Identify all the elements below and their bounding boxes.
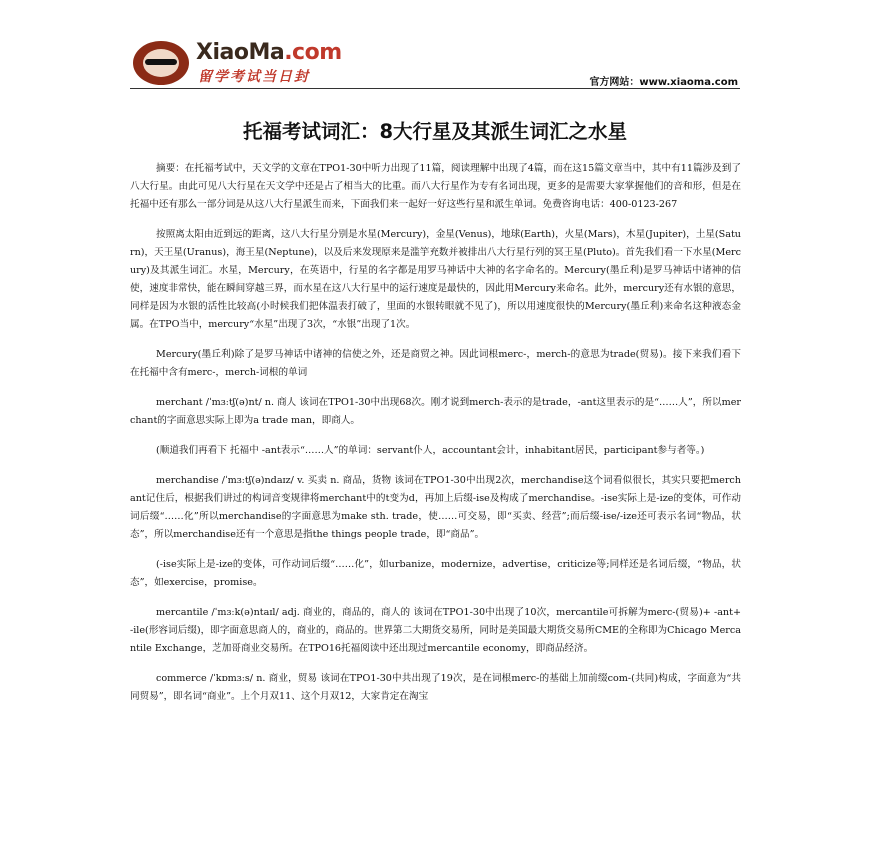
paragraph-mercantile: mercantile /ˈmɜːk(ə)ntaɪl/ adj. 商业的，商品的，商人的 该词在TPO1-30中出现了10次，mercantile可拆解为merc-(贸易)+ -ant+ -ile(形容词后缀)，即字面意思商人的，商业的，商品的。世界第二大期货交易所，同时是美国最大期货交易所CME的全称即为Chicago Mercantile Exchange，芝加哥商业交易所。在TPO16托福阅读中还出现过mercantile economy，即商品经济。: [130, 607, 741, 654]
paragraph-ise-note: (-ise实际上是-ize的变体，可作动词后缀“……化”，如urbanize，modernize，advertise，criticize等;同样还是名词后缀，“物品，状态”，如exercise，promise。: [130, 559, 741, 588]
page-header: [0, 0, 870, 92]
paragraph-mercury-root: Mercury(墨丘利)除了是罗马神话中诸神的信使之外，还是商贸之神。因此词根merc-，merch-的意思为trade(贸易)。接下来我们看下在托福中含有merc-，merch-词根的单词: [130, 349, 741, 378]
brand-left: XiaoMa: [196, 40, 285, 65]
paragraph-planets: 按照离太阳由近到远的距离，这八大行星分别是水星(Mercury)，金星(Venus)，地球(Earth)，火星(Mars)，木星(Jupiter)，土星(Saturn)，天王星(Uranus)，海王星(Neptune)，以及后来发现原来是滥竽充数并被排出八大行星行列的冥王星(Pluto)。首先我们看一下水星(Mercury)及其派生词汇。水星，Mercury，在英语中，行星的名字都是用罗马神话中大神的名字命名的。Mercury(墨丘利)是罗马神话中诸神的信使，速度非常快，能在瞬间穿越三界，而水星在这八大行星中的运行速度是最快的，因此用Mercury来命名。此外，mercury还有水银的意思，同样是因为水银的活性比较高(小时候我们把体温表打破了，里面的水银转眼就不见了)，所以用速度很快的Mercury(墨丘利)来命名这种液态金属。在TPO当中，mercury“水星”出现了3次，“水银”出现了1次。: [130, 229, 741, 330]
document-body: [130, 160, 741, 706]
paragraph-merchant: merchant /ˈmɜːtʃ(ə)nt/ n. 商人 该词在TPO1-30中出现68次。刚才说到merch-表示的是trade，-ant这里表示的是“……人”，所以merchant的字面意思实际上即为a trade man，即商人。: [130, 397, 741, 426]
paragraph-commerce: commerce /ˈkɒmɜːs/ n. 商业，贸易 该词在TPO1-30中共出现了19次，是在词根merc-的基础上加前缀com-(共同)构成，字面意为“共同贸易”，即名词“商业”。上个月双11、这个月双12，大家肯定在淘宝: [130, 673, 741, 702]
document-title: 托福考试词汇：8大行星及其派生词汇之水星: [242, 120, 628, 143]
logo-sunglasses: [145, 59, 177, 65]
paragraph-merchandise: merchandise /ˈmɜːtʃ(ə)ndaɪz/ v. 买卖 n. 商品，货物 该词在TPO1-30中出现2次，merchandise这个词看似很长，其实只要把merchant记住后，根据我们讲过的构词音变规律将merchant中的t变为d，再加上后缀-ise及构成了merchandise。-ise实际上是-ize的变体，可作动词后缀“……化”所以merchandise的字面意思为make sth. trade，使……可交易，即“买卖、经营”;而后缀-ise/-ize还可表示名词“物品，状态”，所以merchandise还有一个意思是指the things people trade，即“商品”。: [130, 475, 741, 540]
brand-right: .com: [284, 40, 342, 65]
paragraph-ant-note: (顺道我们再看下 托福中 -ant表示“……人”的单词：servant仆人，accountant会计，inhabitant居民，participant参与者等。): [156, 445, 705, 456]
brand-name: [196, 40, 342, 65]
xiaoma-logo-icon: [133, 41, 189, 85]
official-site-link[interactable]: 官方网站：www.xiaoma.com: [589, 77, 738, 88]
paragraph-abstract: 摘要：在托福考试中，天文学的文章在TPO1-30中听力出现了11篇，阅读理解中出现了4篇，而在这15篇文章当中，其中有11篇涉及到了八大行星。由此可见八大行星在天文学中还是占了相当大的比重。而八大行星作为专有名词出现，更多的是需要大家掌握他们的音和形，但是在托福中还有那么一部分词是从这八大行星派生而来，下面我们来一起好一好这些行星和派生单词。免费咨询电话：400-0123-267: [130, 163, 741, 210]
header-divider: [130, 88, 740, 89]
brand-slogan: 留学考试当日封: [198, 69, 310, 85]
